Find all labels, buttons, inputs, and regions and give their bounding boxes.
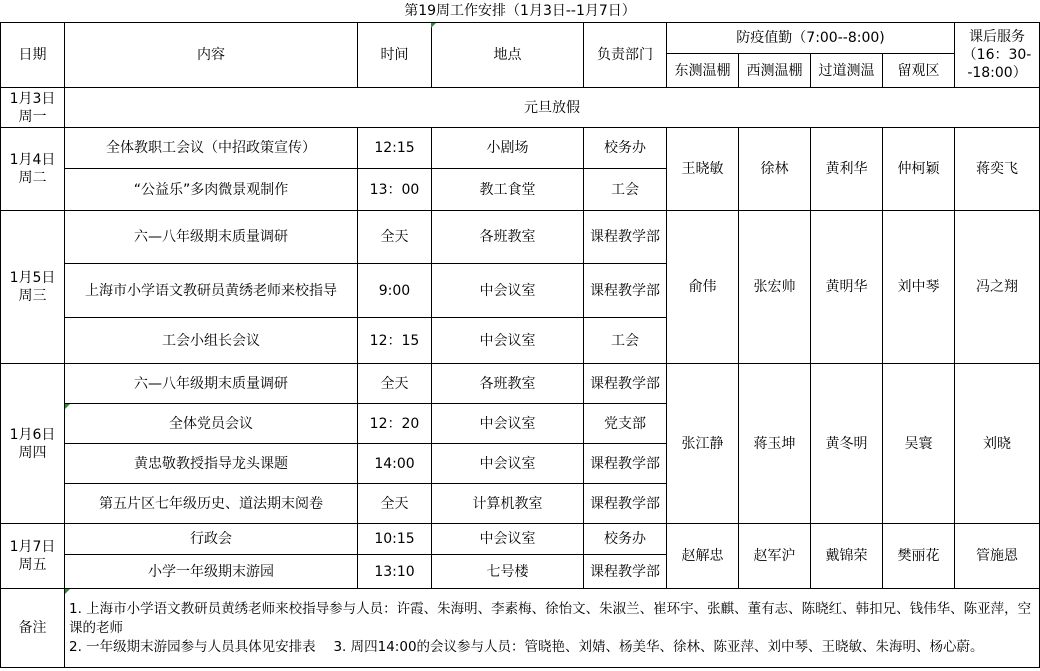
- after-school: 蒋奕飞: [955, 128, 1040, 211]
- event-place: 七号楼: [432, 555, 584, 589]
- event-place: 各班教室: [432, 364, 584, 404]
- event-content: 小学一年级期末游园: [65, 555, 358, 589]
- header-duty-aisle: 过道测温: [811, 54, 883, 88]
- event-content: 行政会: [65, 524, 358, 555]
- duty-observe: 吴寰: [883, 364, 955, 524]
- header-after-school: 课后服务（16：30--18:00）: [955, 23, 1040, 88]
- schedule-table: [0, 22, 1040, 668]
- duty-east: 赵解忠: [667, 524, 739, 589]
- event-dept: 工会: [584, 318, 667, 364]
- event-dept: 课程教学部: [584, 211, 667, 264]
- duty-observe: 仲柯颖: [883, 128, 955, 211]
- date-cell: 1月4日 周二: [1, 128, 65, 211]
- header-duty-west: 西测温棚: [739, 54, 811, 88]
- holiday-cell: 元旦放假: [65, 88, 1040, 128]
- notes-line-1: 1. 上海市小学语文教研员黄绣老师来校指导参与人员：许霞、朱海明、李素梅、徐怡文、朱淑兰、崔环宇、张麒、董有志、陈晓红、韩扣兄、钱伟华、陈亚萍，空课的老师: [69, 600, 1032, 636]
- date-cell: 1月5日 周三: [1, 211, 65, 364]
- event-time: 12：15: [358, 318, 432, 364]
- duty-east: 王晓敏: [667, 128, 739, 211]
- header-date: 日期: [1, 23, 65, 88]
- event-content: 全体党员会议: [65, 404, 358, 444]
- page-title: 第19周工作安排（1月3日--1月7日）: [404, 3, 636, 19]
- event-dept: 课程教学部: [584, 444, 667, 484]
- event-dept: 工会: [584, 169, 667, 211]
- event-dept: 课程教学部: [584, 555, 667, 589]
- event-time: 全天: [358, 484, 432, 524]
- header-duty-east: 东测温棚: [667, 54, 739, 88]
- duty-aisle: 黄利华: [811, 128, 883, 211]
- event-dept: 党支部: [584, 404, 667, 444]
- comment-marker-icon: [431, 23, 436, 28]
- date-cell: 1月7日 周五: [1, 524, 65, 589]
- event-dept: 校务办: [584, 128, 667, 169]
- event-place: 教工食堂: [432, 169, 584, 211]
- event-place: 小剧场: [432, 128, 584, 169]
- event-content: 六—八年级期末质量调研: [65, 364, 358, 404]
- event-time: 13:10: [358, 555, 432, 589]
- after-school: 冯之翔: [955, 211, 1040, 364]
- duty-aisle: 黄冬明: [811, 364, 883, 524]
- event-dept: 课程教学部: [584, 484, 667, 524]
- date-cell: 1月6日 周四: [1, 364, 65, 524]
- event-place: 中会议室: [432, 444, 584, 484]
- duty-west: 张宏帅: [739, 211, 811, 364]
- event-time: 13：00: [358, 169, 432, 211]
- header-content: 内容: [65, 23, 358, 88]
- notes-label: 备注: [1, 589, 65, 668]
- comment-marker-icon: [65, 589, 70, 594]
- event-content: 上海市小学语文教研员黄绣老师来校指导: [65, 264, 358, 318]
- event-place: 计算机教室: [432, 484, 584, 524]
- comment-marker-icon: [65, 404, 70, 409]
- notes-line-2: 2. 一年级期末游园参与人员具体见安排表 3. 周四14:00的会议参与人员：管晓艳、刘婧、杨美华、徐林、陈亚萍、刘中琴、王晓敏、朱海明、杨心蔚。: [69, 638, 984, 655]
- duty-west: 赵军沪: [739, 524, 811, 589]
- event-time: 全天: [358, 211, 432, 264]
- event-content: 第五片区七年级历史、道法期末阅卷: [65, 484, 358, 524]
- event-time: 12：20: [358, 404, 432, 444]
- event-time: 10:15: [358, 524, 432, 555]
- event-place: 中会议室: [432, 318, 584, 364]
- header-duty: 防疫值勤（7:00--8:00): [667, 23, 955, 54]
- event-content: 黄忠敬教授指导龙头课题: [65, 444, 358, 484]
- event-content: 全体教职工会议（中招政策宣传）: [65, 128, 358, 169]
- notes-content: [65, 589, 1040, 668]
- event-place: 中会议室: [432, 524, 584, 555]
- after-school: 刘晓: [955, 364, 1040, 524]
- event-content: “公益乐”多肉微景观制作: [65, 169, 358, 211]
- duty-aisle: 戴锦荣: [811, 524, 883, 589]
- duty-west: 蒋玉坤: [739, 364, 811, 524]
- duty-east: 张江静: [667, 364, 739, 524]
- event-content: 六—八年级期末质量调研: [65, 211, 358, 264]
- header-time: 时间: [358, 23, 432, 88]
- event-place: 中会议室: [432, 264, 584, 318]
- event-time: 12:15: [358, 128, 432, 169]
- event-time: 14:00: [358, 444, 432, 484]
- header-place: 地点: [432, 23, 584, 88]
- event-time: 全天: [358, 364, 432, 404]
- event-place: 中会议室: [432, 404, 584, 444]
- event-content: 工会小组长会议: [65, 318, 358, 364]
- event-place: 各班教室: [432, 211, 584, 264]
- event-dept: 校务办: [584, 524, 667, 555]
- date-cell: 1月3日 周一: [1, 88, 65, 128]
- event-time: 9:00: [358, 264, 432, 318]
- header-dept: 负责部门: [584, 23, 667, 88]
- event-dept: 课程教学部: [584, 364, 667, 404]
- duty-observe: 刘中琴: [883, 211, 955, 364]
- after-school: 管施恩: [955, 524, 1040, 589]
- duty-observe: 樊丽花: [883, 524, 955, 589]
- duty-aisle: 黄明华: [811, 211, 883, 364]
- duty-west: 徐林: [739, 128, 811, 211]
- duty-east: 俞伟: [667, 211, 739, 364]
- event-dept: 课程教学部: [584, 264, 667, 318]
- header-duty-observe: 留观区: [883, 54, 955, 88]
